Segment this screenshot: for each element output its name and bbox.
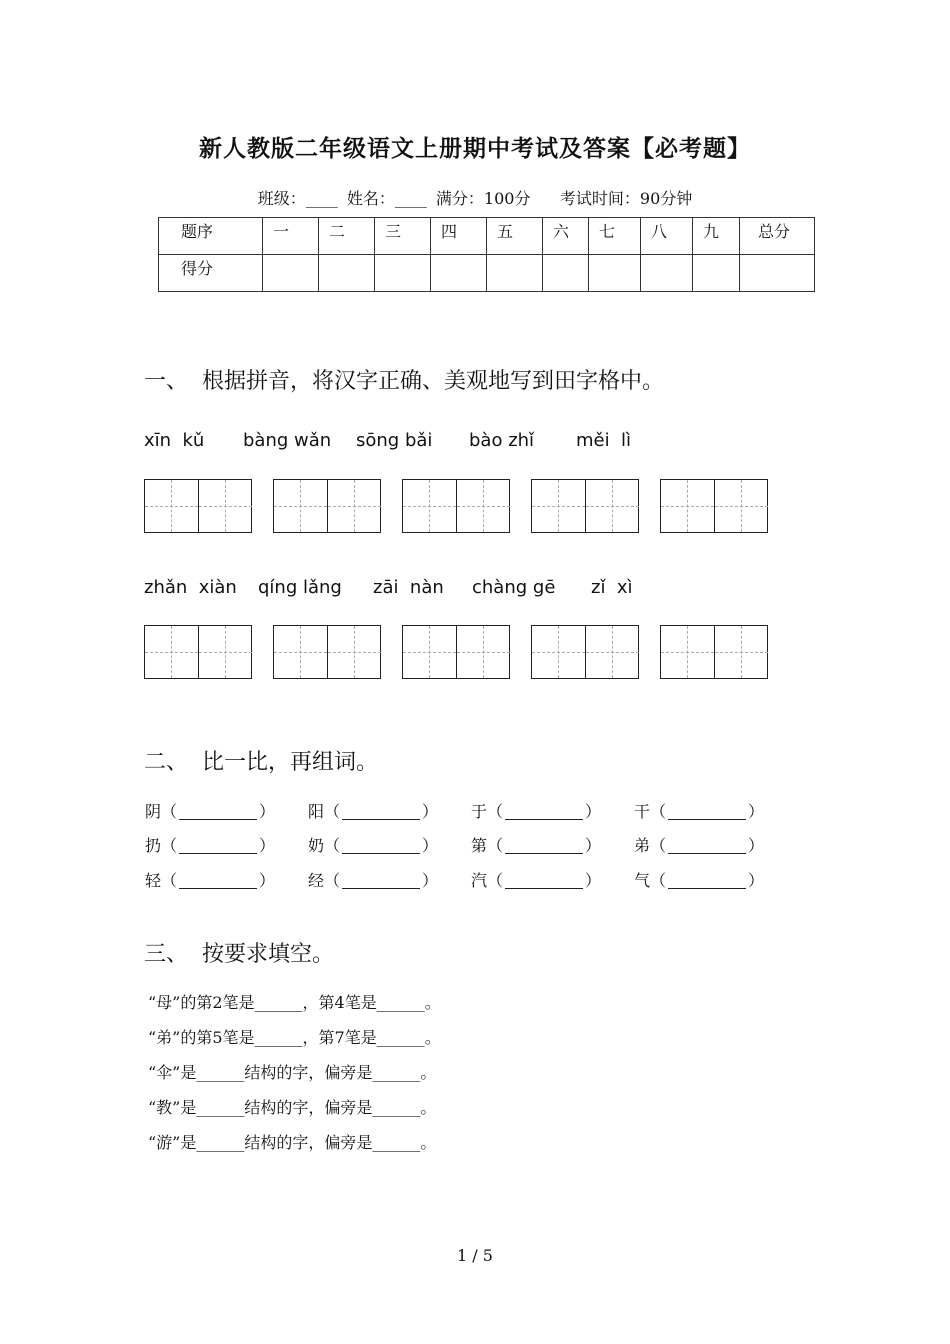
answer-blank[interactable] [179,805,257,820]
word-item: 汽（ ） [471,871,602,890]
word-item: 阴（ ） [145,802,276,821]
tianzige-box[interactable] [402,625,510,679]
word-item: 干（ ） [634,802,765,821]
word-char: 阴 [145,802,162,821]
word-char: 轻 [145,871,162,890]
word-item: 经（ ） [308,871,439,890]
word-item: 气（ ） [634,871,765,890]
score-cell[interactable] [319,255,375,292]
table-cell: 得分 [159,255,263,292]
pinyin-label: bào zhǐ [469,430,535,451]
class-label: 班级：____ [257,189,338,208]
word-char: 汽 [471,871,488,890]
word-char: 气 [634,871,651,890]
score-table-header-row [159,218,815,255]
fill-line: “伞”是______结构的字，偏旁是______。 [148,1063,437,1082]
score-cell[interactable] [693,255,740,292]
score-cell[interactable] [589,255,641,292]
answer-blank[interactable] [342,839,420,854]
table-cell: 一 [263,218,319,255]
table-cell: 二 [319,218,375,255]
word-item: 弟（ ） [634,836,765,855]
answer-blank[interactable] [179,839,257,854]
word-item: 于（ ） [471,802,602,821]
tianzige-box[interactable] [531,479,639,533]
score-cell[interactable] [740,255,815,292]
table-cell: 三 [375,218,431,255]
score-cell[interactable] [263,255,319,292]
exam-time: 考试时间：90分钟 [559,189,693,208]
tianzige-box[interactable] [531,625,639,679]
score-table-score-row [159,255,815,292]
score-cell[interactable] [431,255,487,292]
pinyin-label: zǐ xì [591,577,633,598]
pinyin-label: zāi nàn [373,577,444,598]
table-cell: 七 [589,218,641,255]
name-label: 姓名：____ [346,189,427,208]
answer-blank[interactable] [179,874,257,889]
table-cell: 题序 [159,218,263,255]
score-cell[interactable] [543,255,589,292]
table-cell: 八 [641,218,693,255]
pinyin-label: xīn kǔ [144,430,205,451]
tianzige-box[interactable] [660,479,768,533]
pinyin-label: měi lì [576,430,632,451]
pinyin-label: bàng wǎn [243,430,332,451]
section1-title: 一、 根据拼音，将汉字正确、美观地写到田字格中。 [144,369,664,394]
answer-blank[interactable] [668,839,746,854]
exam-info [0,186,950,209]
word-item: 第（ ） [471,836,602,855]
fill-line: “游”是______结构的字，偏旁是______。 [148,1133,437,1152]
word-char: 扔 [145,836,162,855]
answer-blank[interactable] [342,874,420,889]
word-char: 弟 [634,836,651,855]
full-score: 满分：100分 [435,189,531,208]
answer-blank[interactable] [668,874,746,889]
answer-blank[interactable] [505,805,583,820]
tianzige-box[interactable] [273,625,381,679]
pinyin-row-2 [144,577,844,601]
score-cell[interactable] [487,255,543,292]
word-char: 干 [634,802,651,821]
word-item: 奶（ ） [308,836,439,855]
score-cell[interactable] [375,255,431,292]
page-title: 新人教版二年级语文上册期中考试及答案【必考题】 [199,135,751,162]
answer-blank[interactable] [505,839,583,854]
table-cell: 五 [487,218,543,255]
tianzige-box[interactable] [402,479,510,533]
table-cell: 九 [693,218,740,255]
fill-line: “弟”的第5笔是______，第7笔是______。 [148,1028,441,1047]
tianzige-box[interactable] [660,625,768,679]
table-cell: 六 [543,218,589,255]
tianzige-box[interactable] [144,625,252,679]
section3-title: 三、 按要求填空。 [144,942,334,967]
score-cell[interactable] [641,255,693,292]
word-char: 经 [308,871,325,890]
tianzige-box[interactable] [273,479,381,533]
answer-blank[interactable] [342,805,420,820]
word-char: 阳 [308,802,325,821]
word-item: 扔（ ） [145,836,276,855]
pinyin-label: qíng lǎng [258,577,342,598]
tianzige-box[interactable] [144,479,252,533]
section2-title: 二、 比一比，再组词。 [144,750,378,775]
pinyin-label: sōng bǎi [356,430,433,451]
fill-line: “母”的第2笔是______，第4笔是______。 [148,993,441,1012]
pinyin-label: chàng gē [472,577,556,598]
word-item: 阳（ ） [308,802,439,821]
score-table [158,217,815,292]
word-char: 第 [471,836,488,855]
word-char: 奶 [308,836,325,855]
word-item: 轻（ ） [145,871,276,890]
table-cell: 总分 [740,218,815,255]
pinyin-row-1 [144,430,844,454]
answer-blank[interactable] [668,805,746,820]
word-char: 于 [471,802,488,821]
page-number: 1 / 5 [457,1246,493,1265]
answer-blank[interactable] [505,874,583,889]
table-cell: 四 [431,218,487,255]
pinyin-label: zhǎn xiàn [144,577,237,598]
fill-line: “教”是______结构的字，偏旁是______。 [148,1098,437,1117]
